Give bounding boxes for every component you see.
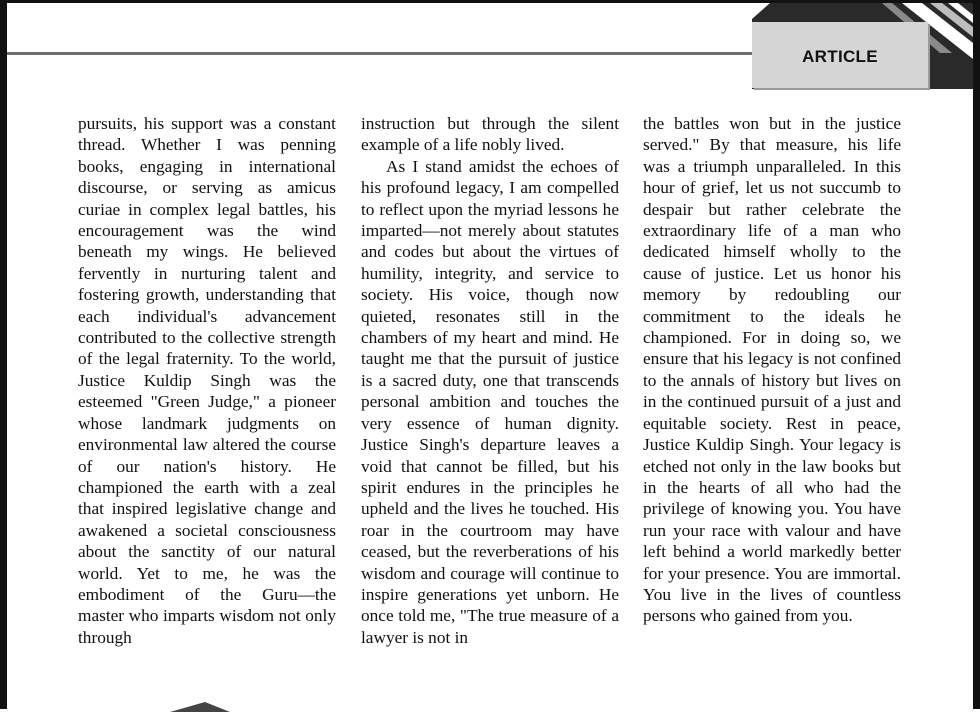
column-3-paragraph: the battles won but in the justice served." By that measure, his life was a triumph unparalleled. In this hour of grief, let us not succumb to despair but rather celebrate the extraordinary life of a man who dedicated himself wholly to the cause of justice. Let us honor his memory by redoubling our commitment to the ideals he championed. For in doing so, we ensure that his legacy is not confined to the annals of history but lives on in the continued pursuit of a just and equitable society. Rest in peace, Justice Kuldip Singh. Your legacy is etched not only in the law books but in the hearts of all who had the privilege of knowing you. You have run your race with valour and have left behind a world markedly better for your presence. You are immortal. You live in the lives of countless persons who gained from you.: [643, 114, 901, 626]
bottom-decorative-mark: [150, 700, 230, 712]
article-column-1: [78, 113, 336, 648]
column-2-paragraph-2: As I stand amidst the echoes of his profound legacy, I am compelled to reflect upon the myriad lessons he imparted—not merely about statutes and codes but about the virtues of humility, integrity, and service to society. His voice, though now quieted, resonates still in the chambers of my heart and mind. He taught me that the pursuit of justice is a sacred duty, one that transcends personal ambition and touches the very essence of human dignity. Justice Singh's departure leaves a void that cannot be filled, but his spirit endures in the principles he upheld and the lives he touched. His roar in the courtroom may have ceased, but the reverberations of his wisdom and courage will continue to inspire generations yet unborn. He once told me, "The true measure of a lawyer is not in: [361, 156, 619, 647]
section-label: ARTICLE: [802, 47, 878, 66]
article-section-tab: [752, 22, 928, 88]
column-2-paragraph-1: instruction but through the silent example of a life nobly lived.: [361, 114, 619, 155]
page-frame-right: [973, 0, 980, 709]
column-1-paragraph: pursuits, his support was a constant thread. Whether I was penning books, engaging in international discourse, or serving as amicus curiae in complex legal battles, his encouragement was the wind beneath my wings. He believed fervently in nurturing talent and fostering growth, understanding that each individual's advancement contributed to the collective strength of the legal fraternity. To the world, Justice Kuldip Singh was the esteemed "Green Judge," a pioneer whose landmark judgments on environmental law altered the course of our nation's history. He championed the earth with a zeal that inspired legislative change and awakened a societal consciousness about the sanctity of our natural world. Yet to me, he was the embodiment of the Guru—the master who imparts wisdom not only through: [78, 114, 336, 647]
page-frame-left: [0, 0, 7, 709]
header-rule: [7, 52, 752, 55]
article-column-3: [643, 113, 901, 627]
article-column-2: [361, 113, 619, 648]
